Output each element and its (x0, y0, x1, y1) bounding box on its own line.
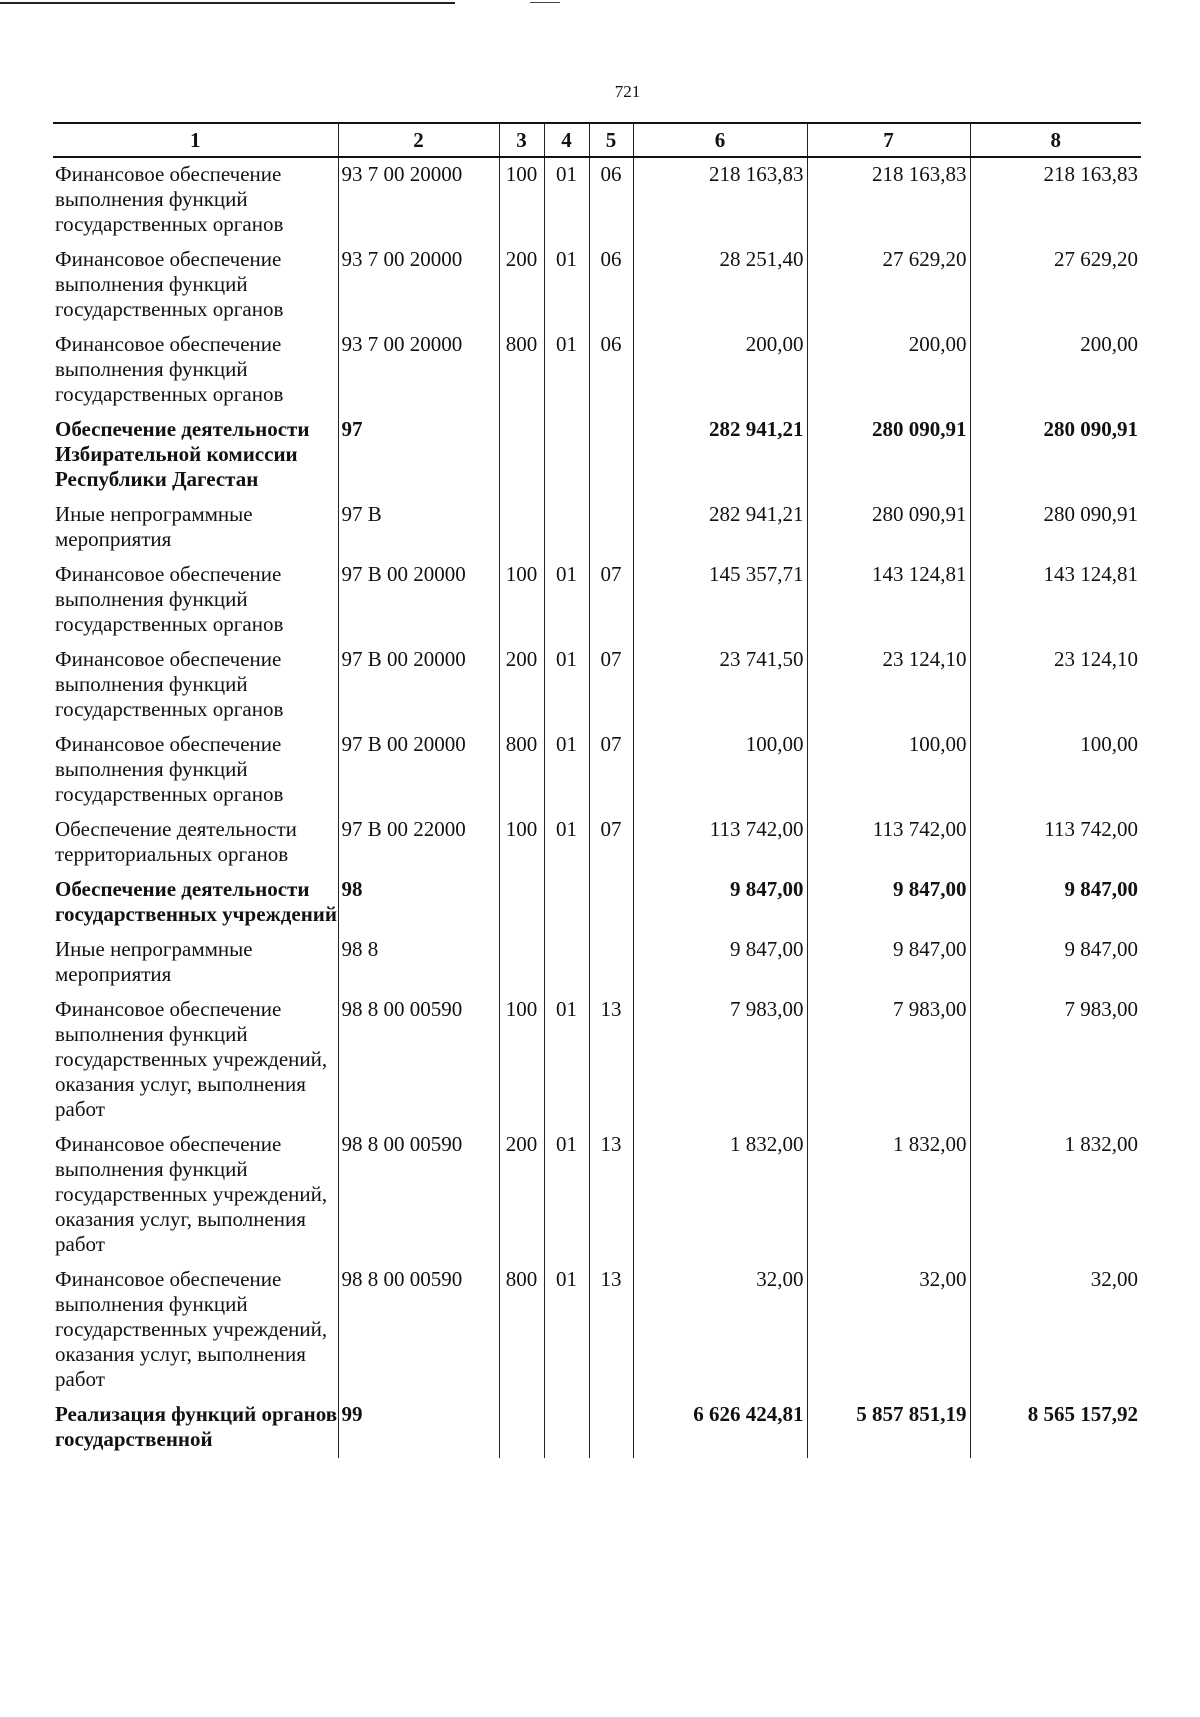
row-col-3 (499, 873, 544, 933)
row-code: 97 В 00 20000 (338, 558, 499, 643)
row-value-6: 9 847,00 (633, 933, 807, 993)
header-col-1: 1 (53, 123, 338, 157)
table-row (53, 558, 1141, 643)
table-row (53, 643, 1141, 728)
table-row (53, 243, 1141, 328)
row-col-5: 06 (589, 157, 633, 243)
row-value-8: 9 847,00 (970, 873, 1141, 933)
row-value-7: 5 857 851,19 (807, 1398, 970, 1458)
row-value-8: 9 847,00 (970, 933, 1141, 993)
row-code: 97 В (338, 498, 499, 558)
table-row (53, 813, 1141, 873)
row-col-3 (499, 933, 544, 993)
row-col-4 (544, 1398, 589, 1458)
row-value-6: 28 251,40 (633, 243, 807, 328)
row-col-4 (544, 873, 589, 933)
row-col-4: 01 (544, 558, 589, 643)
row-name: Обеспечение деятельности государственных учреждений (55, 877, 337, 926)
row-col-3 (499, 498, 544, 558)
row-col-5: 07 (589, 643, 633, 728)
row-name: Обеспечение деятельности Избирательной комиссии Республики Дагестан (55, 417, 310, 491)
table-row (53, 933, 1141, 993)
row-col-3: 800 (499, 1263, 544, 1398)
row-value-7: 143 124,81 (807, 558, 970, 643)
row-name: Финансовое обеспечение выполнения функций государственных органов (55, 247, 284, 321)
row-col-3: 100 (499, 558, 544, 643)
row-col-5: 06 (589, 328, 633, 413)
row-name: Иные непрограммные мероприятия (55, 937, 253, 986)
row-value-7: 200,00 (807, 328, 970, 413)
row-value-6: 100,00 (633, 728, 807, 813)
table-row (53, 157, 1141, 243)
row-value-7: 27 629,20 (807, 243, 970, 328)
row-value-8: 8 565 157,92 (970, 1398, 1141, 1458)
row-value-6: 1 832,00 (633, 1128, 807, 1263)
row-col-4: 01 (544, 328, 589, 413)
row-col-5: 13 (589, 1128, 633, 1263)
table-row (53, 1398, 1141, 1458)
row-value-7: 100,00 (807, 728, 970, 813)
row-col-5 (589, 873, 633, 933)
row-code: 98 8 00 00590 (338, 1263, 499, 1398)
row-col-5: 06 (589, 243, 633, 328)
row-col-5 (589, 413, 633, 498)
row-col-4: 01 (544, 243, 589, 328)
row-value-7: 1 832,00 (807, 1128, 970, 1263)
row-value-8: 1 832,00 (970, 1128, 1141, 1263)
row-col-3: 800 (499, 328, 544, 413)
budget-table (53, 122, 1141, 1458)
row-code: 97 В 00 22000 (338, 813, 499, 873)
row-col-4: 01 (544, 728, 589, 813)
row-value-7: 280 090,91 (807, 413, 970, 498)
row-name: Финансовое обеспечение выполнения функций государственных учреждений, оказания услуг, выполнения работ (55, 997, 328, 1121)
row-value-6: 32,00 (633, 1263, 807, 1398)
row-value-8: 218 163,83 (970, 157, 1141, 243)
row-col-5: 13 (589, 1263, 633, 1398)
row-col-4: 01 (544, 993, 589, 1128)
row-name: Финансовое обеспечение выполнения функций государственных органов (55, 162, 284, 236)
header-col-7: 7 (807, 123, 970, 157)
row-value-8: 32,00 (970, 1263, 1141, 1398)
header-col-5: 5 (589, 123, 633, 157)
row-value-8: 143 124,81 (970, 558, 1141, 643)
row-value-8: 7 983,00 (970, 993, 1141, 1128)
row-value-6: 218 163,83 (633, 157, 807, 243)
row-col-5: 07 (589, 728, 633, 813)
row-col-5: 07 (589, 813, 633, 873)
row-value-7: 32,00 (807, 1263, 970, 1398)
table-row (53, 328, 1141, 413)
top-rule-short (530, 2, 560, 3)
table-row (53, 993, 1141, 1128)
header-col-2: 2 (338, 123, 499, 157)
row-value-7: 113 742,00 (807, 813, 970, 873)
table-row (53, 873, 1141, 933)
row-value-8: 27 629,20 (970, 243, 1141, 328)
table-row (53, 728, 1141, 813)
row-name: Финансовое обеспечение выполнения функций государственных учреждений, оказания услуг, выполнения работ (55, 1267, 328, 1391)
row-col-4 (544, 498, 589, 558)
row-value-7: 280 090,91 (807, 498, 970, 558)
row-value-6: 113 742,00 (633, 813, 807, 873)
header-row (53, 123, 1141, 157)
row-value-8: 280 090,91 (970, 413, 1141, 498)
row-code: 93 7 00 20000 (338, 157, 499, 243)
row-col-5: 13 (589, 993, 633, 1128)
row-value-7: 7 983,00 (807, 993, 970, 1128)
row-col-4: 01 (544, 157, 589, 243)
row-value-6: 9 847,00 (633, 873, 807, 933)
row-col-4 (544, 413, 589, 498)
table-row (53, 413, 1141, 498)
table-body (53, 157, 1141, 1458)
row-value-6: 282 941,21 (633, 498, 807, 558)
row-code: 97 (338, 413, 499, 498)
row-col-3: 200 (499, 243, 544, 328)
row-code: 93 7 00 20000 (338, 243, 499, 328)
row-value-6: 145 357,71 (633, 558, 807, 643)
row-name: Обеспечение деятельности территориальных органов (55, 817, 297, 866)
row-code: 98 (338, 873, 499, 933)
row-col-4 (544, 933, 589, 993)
row-value-6: 200,00 (633, 328, 807, 413)
header-col-6: 6 (633, 123, 807, 157)
top-rule (0, 2, 455, 4)
row-value-8: 100,00 (970, 728, 1141, 813)
row-value-7: 9 847,00 (807, 873, 970, 933)
row-code: 98 8 00 00590 (338, 993, 499, 1128)
table-row (53, 1128, 1141, 1263)
row-col-3: 100 (499, 813, 544, 873)
header-col-4: 4 (544, 123, 589, 157)
row-code: 93 7 00 20000 (338, 328, 499, 413)
row-value-6: 6 626 424,81 (633, 1398, 807, 1458)
row-value-7: 23 124,10 (807, 643, 970, 728)
row-name: Финансовое обеспечение выполнения функций государственных учреждений, оказания услуг, выполнения работ (55, 1132, 328, 1256)
row-name: Финансовое обеспечение выполнения функций государственных органов (55, 647, 284, 721)
page-number: 721 (614, 82, 641, 101)
row-value-8: 280 090,91 (970, 498, 1141, 558)
header-col-3: 3 (499, 123, 544, 157)
row-col-3: 200 (499, 1128, 544, 1263)
row-col-3: 800 (499, 728, 544, 813)
row-value-6: 7 983,00 (633, 993, 807, 1128)
row-name: Финансовое обеспечение выполнения функций государственных органов (55, 562, 284, 636)
row-value-8: 113 742,00 (970, 813, 1141, 873)
row-value-7: 218 163,83 (807, 157, 970, 243)
row-col-3 (499, 413, 544, 498)
row-col-4: 01 (544, 1263, 589, 1398)
row-col-4: 01 (544, 1128, 589, 1263)
row-value-8: 23 124,10 (970, 643, 1141, 728)
row-col-5 (589, 933, 633, 993)
row-col-3: 100 (499, 157, 544, 243)
row-value-7: 9 847,00 (807, 933, 970, 993)
row-name: Финансовое обеспечение выполнения функций государственных органов (55, 332, 284, 406)
row-name: Иные непрограммные мероприятия (55, 502, 253, 551)
row-code: 97 В 00 20000 (338, 728, 499, 813)
row-code: 97 В 00 20000 (338, 643, 499, 728)
row-col-3: 200 (499, 643, 544, 728)
row-col-4: 01 (544, 813, 589, 873)
row-value-6: 23 741,50 (633, 643, 807, 728)
row-col-4: 01 (544, 643, 589, 728)
row-name: Реализация функций органов государственной (55, 1402, 338, 1451)
row-col-3 (499, 1398, 544, 1458)
table-row (53, 498, 1141, 558)
row-code: 98 8 (338, 933, 499, 993)
row-col-5 (589, 498, 633, 558)
table-row (53, 1263, 1141, 1398)
row-col-5 (589, 1398, 633, 1458)
row-col-5: 07 (589, 558, 633, 643)
row-code: 99 (338, 1398, 499, 1458)
row-value-6: 282 941,21 (633, 413, 807, 498)
header-col-8: 8 (970, 123, 1141, 157)
row-value-8: 200,00 (970, 328, 1141, 413)
row-code: 98 8 00 00590 (338, 1128, 499, 1263)
row-col-3: 100 (499, 993, 544, 1128)
row-name: Финансовое обеспечение выполнения функций государственных органов (55, 732, 284, 806)
